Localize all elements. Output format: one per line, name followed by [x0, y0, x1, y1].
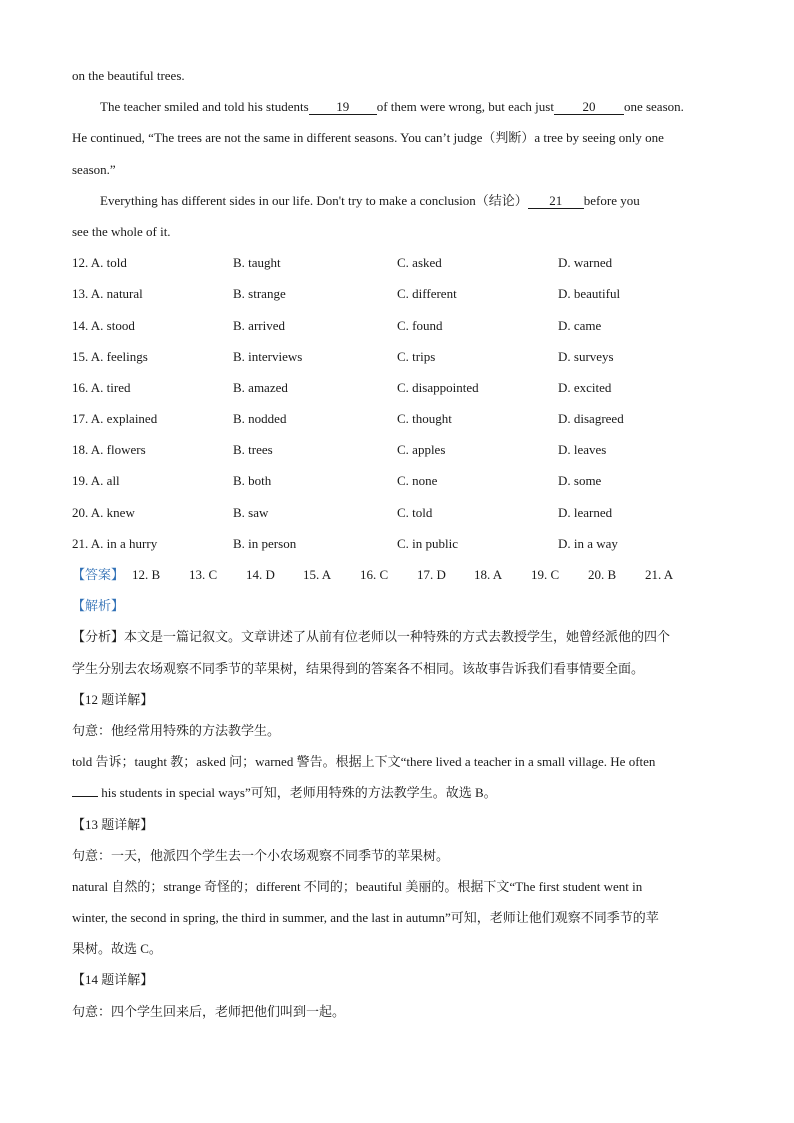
q13-meaning: 句意：一天，他派四个学生去一个小农场观察不同季节的苹果树。: [72, 847, 450, 863]
blank-20: 20: [554, 100, 624, 115]
option-a: 19. A. all: [72, 473, 120, 489]
option-c: C. asked: [397, 255, 442, 271]
option-a: 14. A. stood: [72, 317, 135, 333]
answer-tag: 【答案】: [72, 567, 125, 582]
option-a: 18. A. flowers: [72, 442, 146, 458]
option-row: [72, 497, 722, 528]
option-row: [72, 372, 722, 403]
answer-item: 12. B: [132, 567, 161, 582]
answer-item: 16. C: [360, 567, 389, 582]
option-b: B. strange: [233, 286, 286, 302]
option-b: B. saw: [233, 504, 269, 520]
option-row: [72, 341, 722, 372]
option-b: B. nodded: [233, 411, 287, 427]
option-row: [72, 278, 722, 309]
option-b: B. arrived: [233, 317, 285, 333]
option-d: D. in a way: [558, 535, 618, 551]
answer-item: 18. A: [474, 567, 503, 582]
answer-item: 14. D: [246, 567, 275, 582]
option-d: D. came: [558, 317, 602, 333]
blank-19: 19: [309, 100, 377, 115]
q14-meaning: 句意：四个学生回来后，老师把他们叫到一起。: [72, 1003, 346, 1019]
passage-paragraph: [72, 185, 722, 216]
options-list: [72, 247, 722, 559]
option-d: D. beautiful: [558, 286, 621, 302]
answer-item: 20. B: [588, 567, 617, 582]
option-d: D. warned: [558, 255, 613, 271]
q12-explanation: [72, 777, 722, 808]
option-b: B. trees: [233, 442, 273, 458]
passage-text: The teacher smiled and told his students: [100, 99, 309, 115]
option-c: C. in public: [397, 535, 459, 551]
option-row: [72, 465, 722, 496]
q12-title: 【12 题详解】: [72, 691, 154, 707]
passage-line: season.”: [72, 161, 116, 177]
option-a: 13. A. natural: [72, 286, 143, 302]
option-c: C. none: [397, 473, 438, 489]
option-c: C. disappointed: [397, 379, 479, 395]
q13-explanation: natural 自然的；strange 奇怪的；different 不同的；beautiful 美丽的。根据下文“The first student went in: [72, 878, 643, 894]
document-page: [72, 60, 722, 1027]
option-a: 21. A. in a hurry: [72, 535, 158, 551]
answer-item: 21. A: [645, 567, 674, 582]
q13-title: 【13 题详解】: [72, 816, 154, 832]
option-a: 15. A. feelings: [72, 348, 148, 364]
blank-21: 21: [528, 194, 584, 209]
option-d: D. surveys: [558, 348, 614, 364]
option-b: B. in person: [233, 535, 297, 551]
passage-paragraph: [72, 91, 722, 122]
option-b: B. interviews: [233, 348, 303, 364]
answer-key: [72, 559, 722, 590]
passage-text: Everything has different sides in our life. Don't try to make a conclusion（结论）: [100, 192, 528, 208]
analysis-summary: 学生分别去农场观察不同季节的苹果树，结果得到的答案各不相同。该故事告诉我们看事情要全面。: [72, 660, 645, 676]
q14-title: 【14 题详解】: [72, 972, 154, 988]
option-c: C. found: [397, 317, 443, 333]
option-d: D. disagreed: [558, 411, 624, 427]
passage-text: before you: [583, 192, 640, 208]
option-row: [72, 247, 722, 278]
analysis-tag: 【解析】: [72, 598, 125, 614]
option-a: 12. A. told: [72, 255, 127, 271]
option-c: C. thought: [397, 411, 452, 427]
option-c: C. apples: [397, 442, 446, 458]
option-a: 16. A. tired: [72, 379, 131, 395]
q12-meaning: 句意：他经常用特殊的方法教学生。: [72, 722, 281, 738]
q13-explanation: winter, the second in spring, the third in summer, and the last in autumn”可知，老师让他们观察不同季节的苹: [72, 910, 659, 926]
option-b: B. both: [233, 473, 272, 489]
option-b: B. taught: [233, 255, 281, 271]
option-a: 20. A. knew: [72, 504, 135, 520]
q12-explanation-text: his students in special ways”可知，老师用特殊的方法教学生。故选 B。: [101, 785, 497, 801]
option-c: C. different: [397, 286, 457, 302]
passage-line: on the beautiful trees.: [72, 68, 185, 83]
option-d: D. leaves: [558, 442, 607, 458]
option-c: C. told: [397, 504, 433, 520]
option-b: B. amazed: [233, 379, 288, 395]
passage-line: see the whole of it.: [72, 223, 171, 239]
passage-text: one season.: [623, 99, 684, 115]
option-c: C. trips: [397, 348, 436, 364]
option-d: D. excited: [558, 379, 612, 395]
option-row: [72, 528, 722, 559]
option-row: [72, 403, 722, 434]
analysis-summary: 【分析】本文是一篇记叙文。文章讲述了从前有位老师以一种特殊的方式去教授学生，她曾经派他的四个: [72, 629, 671, 645]
answer-item: 13. C: [189, 567, 218, 582]
passage-text: of them were wrong, but each just: [376, 99, 554, 115]
answer-item: 15. A: [303, 567, 332, 582]
option-row: [72, 310, 722, 341]
option-d: D. some: [558, 473, 602, 489]
q12-explanation: told 告诉；taught 教；asked 问；warned 警告。根据上下文“there lived a teacher in a small village. He often: [72, 754, 656, 770]
option-d: D. learned: [558, 504, 613, 520]
blank-line: [72, 796, 98, 797]
q13-explanation: 果树。故选 C。: [72, 941, 162, 957]
answer-item: 17. D: [417, 567, 446, 582]
answer-item: 19. C: [531, 567, 560, 582]
option-row: [72, 434, 722, 465]
option-a: 17. A. explained: [72, 411, 158, 427]
passage-line: He continued, “The trees are not the same in different seasons. You can’t judge（判断）a tree by seeing only one: [72, 130, 664, 146]
